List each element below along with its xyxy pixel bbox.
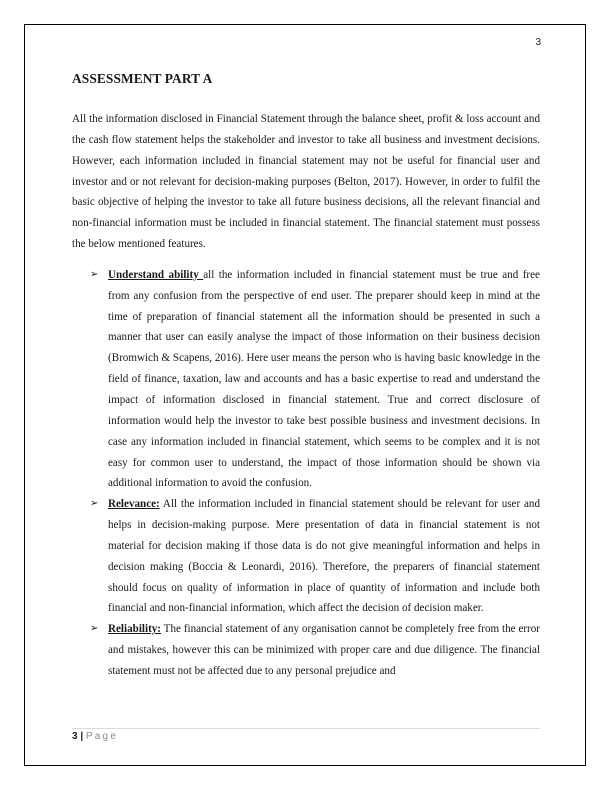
arrow-bullet-icon: ➢: [90, 268, 99, 280]
feature-text: All the information included in financial statement should be relevant for user and helps in decision-making purpose. Mere presentation of data in financial statement is not material for decision making if those data is do not give meaningful information and helps in decision making (Boccia & Leonardi, 2016). Therefore, the preparers of financial statement should focus on quality of information in place of quantity of information and include both financial and non-financial information, which affect the decision of decision maker.: [108, 498, 540, 615]
arrow-bullet-icon: ➢: [90, 498, 99, 510]
footer-separator: |: [77, 731, 86, 742]
feature-text: The financial statement of any organisation cannot be completely free from the error and mistakes, however this can be minimized with proper care and due diligence. The financial statement must not be affected due to any personal prejudice and: [108, 623, 540, 677]
feature-item-understandability: [72, 265, 540, 494]
section-heading: ASSESSMENT PART A: [72, 71, 213, 86]
feature-title: Understand ability: [108, 268, 204, 281]
document-body: [72, 109, 540, 682]
arrow-bullet-icon: ➢: [90, 623, 99, 635]
page-footer: [72, 728, 540, 742]
feature-title: Reliability:: [108, 623, 161, 636]
feature-list: [72, 265, 540, 682]
feature-text: all the information included in financial statement must be true and free from any confusion from the perspective of end user. The preparer should keep in mind at the time of preparation of financial statement all the information should be presented in such a manner that user can easily analyse the impact of those information on their business decision (Bromwich & Scapens, 2016). Here user means the person who is having basic knowledge in the field of finance, taxation, law and accounts and has a basic expertise to read and understand the impact of information disclosed in financial statement. True and correct disclosure of information would help the investor to take best possible business and investment decisions. In case any information included in financial statement, which seems to be complex and it is not easy for common user to understand, the impact of those information should be shown via additional information to avoid the confusion.: [108, 268, 540, 490]
footer-page-number: 3: [72, 731, 78, 742]
footer-page-label: Page: [85, 731, 119, 742]
page-number-top: 3: [535, 37, 541, 48]
feature-title: Relevance:: [108, 498, 160, 511]
intro-paragraph: All the information disclosed in Financial Statement through the balance sheet, profit & loss account and the cash flow statement helps the stakeholder and investor to take all business and investment decisions. However, each information included in financial statement may not be useful for financial user and investor and or not relevant for decision-making purposes (Belton, 2017). However, in order to fulfil the basic objective of helping the investor to take all future business decisions, all the relevant financial and non-financial information must be included in financial statement. The financial statement must possess the below mentioned features.: [72, 113, 540, 251]
feature-item-reliability: [72, 619, 540, 682]
feature-item-relevance: [72, 494, 540, 619]
